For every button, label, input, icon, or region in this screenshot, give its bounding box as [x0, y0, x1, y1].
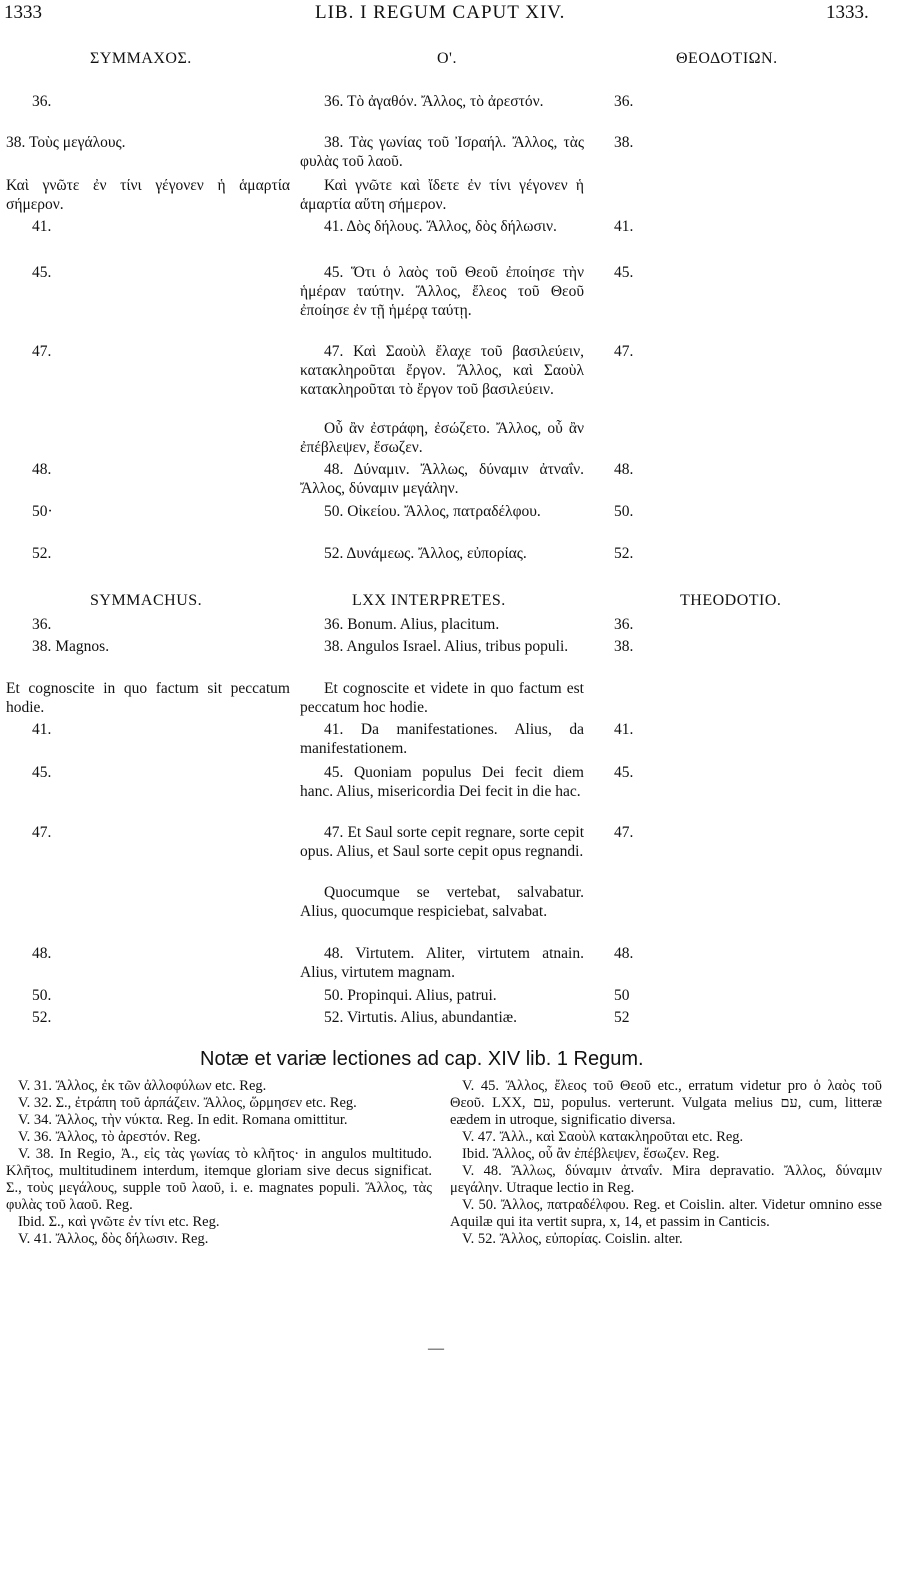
- greek-symmachus-cell: 36.: [32, 93, 52, 110]
- greek-theodotion-cell: 48.: [614, 461, 634, 478]
- latin-symmachus-cell: 36.: [32, 616, 52, 633]
- greek-lxx-cell: 47. Καὶ Σαοὺλ ἔλαχε τοῦ βασιλεύειν, κατακληροῦται ἔργον. Ἄλλος, καὶ Σαοὺλ κατακληροῦται τὸ ἔργον τοῦ βασιλεύειν.: [300, 343, 584, 398]
- greek-lxx-cell: 50. Οἰκείου. Ἄλλος, πατραδέλφου.: [324, 503, 541, 520]
- left-note: V. 41. Ἄλλος, δὸς δήλωσιν. Reg.: [18, 1231, 209, 1247]
- greek-symmachus-cell: 38. Τοὺς μεγάλους.: [6, 134, 126, 151]
- greek-lxx-cell: 52. Δυνάμεως. Ἄλλος, εὐπορίας.: [324, 545, 527, 562]
- greek-lxx-cell: 36. Τὸ ἀγαθόν. Ἄλλος, τὸ ἀρεστόν.: [324, 93, 544, 110]
- left-note: V. 32. Σ., ἐτράπη τοῦ ἁρπάζειν. Ἄλλος, ὥρμησεν etc. Reg.: [18, 1095, 357, 1111]
- greek-symmachus-cell: 48.: [32, 461, 52, 478]
- page-number-right: 1333.: [826, 2, 869, 23]
- notes-left-column: [6, 1078, 432, 1248]
- right-note: V. 48. Ἄλλως, δύναμιν ἀτναΐν. Mira depravatio. Ἄλλος, δύναμιν μεγάλην. Utraque lectio in Reg.: [450, 1163, 882, 1196]
- latin-lxx-cell: Quocumque se vertebat, salvabatur. Alius, quocumque respiciebat, salvabat.: [300, 884, 584, 920]
- left-note: V. 38. In Regio, Ἀ., εἰς τὰς γωνίας τὸ κλῆτος· in angulos multitudo. Κλῆτος, multitudinem interdum, itemque gloriam sive decus significat. Σ., τοὺς μεγάλους, supple τοῦ λαοῦ, i. e. magnates populi. Ἄλλος, τὰς φυλὰς τοῦ λαοῦ. Reg.: [6, 1146, 432, 1213]
- greek-theodotion-cell: 41.: [614, 218, 634, 235]
- latin-symmachus-cell: 48.: [32, 945, 52, 962]
- greek-lxx-cell: Καὶ γνῶτε καὶ ἴδετε ἐν τίνι γέγονεν ἡ ἁμαρτία αὕτη σήμερον.: [300, 177, 584, 213]
- latin-symmachus-cell: 45.: [32, 764, 52, 781]
- latin-lxx-cell: Et cognoscite et videte in quo factum est peccatum hoc hodie.: [300, 680, 584, 716]
- latin-theodotion-cell: 50: [614, 987, 630, 1004]
- greek-lxx-cell: Οὗ ἂν ἐστράφη, ἐσώζετο. Ἄλλος, οὗ ἂν ἐπέβλεψεν, ἔσωζεν.: [300, 420, 584, 456]
- footer-mark: —: [428, 1340, 444, 1357]
- greek-symmachus-cell: 47.: [32, 343, 52, 360]
- notes-right-column: [450, 1078, 882, 1248]
- greek-symmachus-cell: 41.: [32, 218, 52, 235]
- latin-lxx-cell: 47. Et Saul sorte cepit regnare, sorte cepit opus. Alius, et Saul sorte cepit opus regnandi.: [300, 824, 584, 860]
- latin-lxx-cell: 36. Bonum. Alius, placitum.: [324, 616, 500, 633]
- greek-symmachus-cell: 45.: [32, 264, 52, 281]
- greek-lxx-cell: 45. Ὅτι ὁ λαὸς τοῦ Θεοῦ ἐποίησε τὴν ἡμέραν ταύτην. Ἄλλος, ἔλεος τοῦ Θεοῦ ἐποίησε ἐν τῇ ἡμέρᾳ ταύτῃ.: [300, 264, 584, 319]
- col-header-lxx-latin: LXX INTERPRETES.: [352, 592, 506, 609]
- latin-lxx-cell: 38. Angulos Israel. Alius, tribus populi.: [324, 638, 569, 655]
- latin-symmachus-cell: 50.: [32, 987, 52, 1004]
- greek-lxx-cell: 38. Τὰς γωνίας τοῦ Ἰσραήλ. Ἄλλος, τὰς φυλὰς τοῦ λαοῦ.: [300, 134, 584, 170]
- greek-theodotion-cell: 45.: [614, 264, 634, 281]
- greek-theodotion-cell: 36.: [614, 93, 634, 110]
- latin-theodotion-cell: 48.: [614, 945, 634, 962]
- right-note: V. 50. Ἄλλος, πατραδέλφου. Reg. et Coislin. alter. Videtur omnino esse Aquilæ qui ita vertit supra, x, 14, et passim in Canticis.: [450, 1197, 882, 1230]
- latin-theodotion-cell: 52: [614, 1009, 630, 1026]
- greek-lxx-cell: 41. Δὸς δήλους. Ἄλλος, δὸς δήλωσιν.: [324, 218, 557, 235]
- latin-symmachus-cell: 47.: [32, 824, 52, 841]
- right-note: V. 47. Ἄλλ., καὶ Σαοὺλ κατακληροῦται etc. Reg.: [462, 1129, 744, 1145]
- col-header-theodotion-latin: THEODOTIO.: [680, 592, 782, 609]
- latin-symmachus-cell: Et cognoscite in quo factum sit peccatum hodie.: [6, 680, 290, 716]
- running-title: LIB. I REGUM CAPUT XIV.: [315, 2, 566, 23]
- latin-theodotion-cell: 47.: [614, 824, 634, 841]
- latin-symmachus-cell: 52.: [32, 1009, 52, 1026]
- greek-theodotion-cell: 47.: [614, 343, 634, 360]
- latin-theodotion-cell: 41.: [614, 721, 634, 738]
- latin-theodotion-cell: 36.: [614, 616, 634, 633]
- left-note: Ibid. Σ., καὶ γνῶτε ἐν τίνι etc. Reg.: [18, 1214, 220, 1230]
- col-header-lxx-greek: Ο'.: [437, 50, 457, 67]
- left-note: V. 36. Ἄλλος, τὸ ἀρεστόν. Reg.: [18, 1129, 201, 1145]
- latin-lxx-cell: 48. Virtutem. Aliter, virtutem atnain. Alius, virtutem magnam.: [300, 945, 584, 981]
- left-note: V. 31. Ἄλλος, ἐκ τῶν ἀλλοφύλων etc. Reg.: [18, 1078, 267, 1094]
- right-note: V. 52. Ἄλλος, εὐπορίας. Coislin. alter.: [462, 1231, 683, 1247]
- latin-lxx-cell: 45. Quoniam populus Dei fecit diem hanc. Alius, misericordia Dei fecit in die hac.: [300, 764, 584, 800]
- greek-symmachus-cell: 50·: [32, 503, 53, 520]
- latin-lxx-cell: 52. Virtutis. Alius, abundantiæ.: [324, 1009, 517, 1026]
- right-note: V. 45. Ἄλλος, ἔλεος τοῦ Θεοῦ etc., erratum videtur pro ὁ λαὸς τοῦ Θεοῦ. LXX, עם, populus. verterunt. Vulgata melius עם, cum, litteræ eædem in utroque, significatio diversa.: [450, 1078, 882, 1128]
- greek-theodotion-cell: 38.: [614, 134, 634, 151]
- greek-symmachus-cell: Καὶ γνῶτε ἐν τίνι γέγονεν ἡ ἁμαρτία σήμερον.: [6, 177, 290, 213]
- left-note: V. 34. Ἄλλος, τὴν νύκτα. Reg. In edit. Romana omittitur.: [18, 1112, 348, 1128]
- latin-theodotion-cell: 38.: [614, 638, 634, 655]
- latin-symmachus-cell: 38. Magnos.: [32, 638, 110, 655]
- col-header-symmachus-latin: SYMMACHUS.: [90, 592, 203, 609]
- latin-symmachus-cell: 41.: [32, 721, 52, 738]
- latin-lxx-cell: 41. Da manifestationes. Alius, da manifestationem.: [300, 721, 584, 757]
- col-header-theodotion-greek: ΘΕΟΔΟΤΙΩΝ.: [676, 50, 778, 67]
- greek-lxx-cell: 48. Δύναμιν. Ἄλλως, δύναμιν ἀτναΐν. Ἄλλος, δύναμιν μεγάλην.: [300, 461, 584, 497]
- latin-theodotion-cell: 45.: [614, 764, 634, 781]
- right-note: Ibid. Ἄλλος, οὗ ἂν ἐπέβλεψεν, ἔσωζεν. Reg.: [462, 1146, 720, 1162]
- greek-theodotion-cell: 52.: [614, 545, 634, 562]
- greek-symmachus-cell: 52.: [32, 545, 52, 562]
- notes-title: Notæ et variæ lectiones ad cap. XIV lib. 1 Regum.: [200, 1048, 644, 1070]
- greek-theodotion-cell: 50.: [614, 503, 634, 520]
- col-header-symmachus-greek: ΣΥΜΜΑΧΟΣ.: [90, 50, 192, 67]
- latin-lxx-cell: 50. Propinqui. Alius, patrui.: [324, 987, 497, 1004]
- page-number-left: 1333: [4, 2, 42, 23]
